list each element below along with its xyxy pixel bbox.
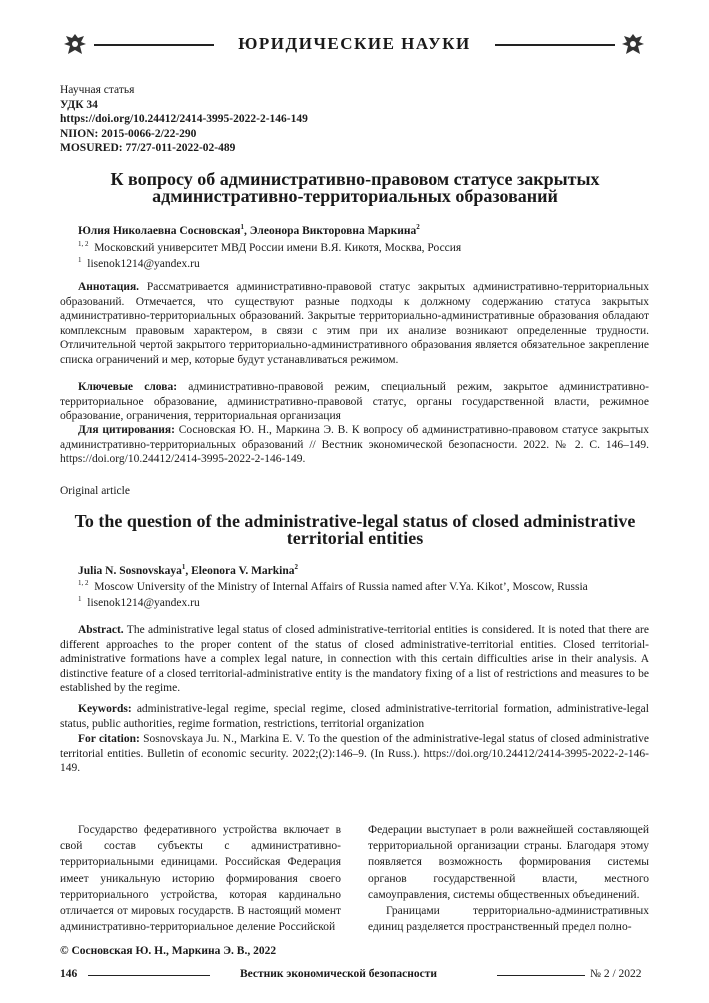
footer-rule-left — [88, 975, 210, 976]
author1-sup: 1 — [240, 223, 245, 231]
email-link[interactable]: lisenok1214@yandex.ru — [87, 257, 200, 270]
email-sup-en: 1 — [78, 595, 82, 603]
mosured: MOSURED: 77/27-011-2022-02-489 — [60, 142, 236, 155]
author2-sup-en: 2 — [294, 563, 299, 571]
footer-rule-right — [497, 975, 585, 976]
affiliation-text-en: Moscow University of the Ministry of Internal Affairs of Russia named after V.Ya. Kikot’, Moscow, Russia — [94, 580, 588, 593]
authors-ru — [78, 223, 420, 237]
abstract-label: Аннотация. — [78, 281, 140, 293]
affiliation-sup: 1, 2 — [78, 240, 89, 248]
article-title-en: To the question of the administrative-legal status of closed administrative territorial entities — [74, 511, 636, 548]
original-article-label: Original article — [60, 485, 130, 497]
article-meta — [60, 83, 308, 156]
journal-section-title: ЮРИДИЧЕСКИЕ НАУКИ — [238, 34, 471, 53]
author2-name: Элеонора Викторовна Маркина — [249, 224, 417, 237]
keywords-text-en: administrative-legal regime, special regime, closed administrative-territorial formation, administrative-legal status, public authorities, regime formation, restrictions, territorial organization — [60, 703, 649, 730]
author1-sup-en: 1 — [181, 563, 186, 571]
article-type: Научная статья — [60, 84, 135, 96]
article-title-ru: К вопросу об административно-правовом статусе закрытых административно-территориальных образований — [110, 169, 600, 206]
body-paragraph: Государство федеративного устройства включает в свой состав субъекты с административно-территориальными единицами. Российская Федерация имеет уникальную историю формирования своего территориального устройства, которая кардинально отличается от мировых государств. В настоящий момент административно-территориальное деление Российской — [60, 824, 341, 934]
body-paragraph: Федерации выступает в роли важнейшей составляющей территориальной организации страны. Благодаря этому появляется возможность формирования системы органов государственной власти, местного самоуправления, системы общественных объединений. — [368, 824, 649, 901]
eagle-emblem-right-icon — [620, 32, 646, 60]
affiliation-sup-en: 1, 2 — [78, 579, 89, 587]
email-ru — [78, 256, 200, 270]
citation-text-en: Sosnovskaya Ju. N., Markina E. V. To the question of the administrative-legal status of closed administrative territorial entities. Bulletin of economic security. 2022;(2):146–9. (In Russ.). https://doi.org/10.24412/2414-3995-2022-2-146-149. — [60, 733, 649, 774]
abstract-en — [60, 623, 649, 696]
body-paragraph: Границами территориально-административных единиц разделяется пространственный предел полно- — [368, 905, 649, 934]
keywords-en — [60, 702, 649, 731]
footer-issue: № 2 / 2022 — [590, 968, 642, 980]
niion: NIION: 2015-0066-2/22-290 — [60, 127, 197, 140]
keywords-text: административно-правовой режим, специальный режим, закрытое административно-территориальное образование, административно-правовой статус, органы государственной власти, режимное образование, ограничения, территориальная организация — [60, 381, 649, 422]
author1-name: Юлия Николаевна Сосновская — [78, 224, 241, 237]
citation-text: Сосновская Ю. Н., Маркина Э. В. К вопросу об административно-правовом статусе закрытых административно-территориальных образований // Вестник экономической безопасности. 2022. № 2. С. 146–149. https://doi.org/10.24412/2414-3995-2022-2-146-149. — [60, 424, 649, 465]
author2-sup: 2 — [416, 223, 420, 231]
citation-ru — [60, 423, 649, 467]
keywords-label: Ключевые слова: — [78, 381, 178, 393]
footer-journal-name: Вестник экономической безопасности — [240, 968, 438, 980]
copyright: © Сосновская Ю. Н., Маркина Э. В., 2022 — [60, 945, 277, 957]
citation-label-en: For citation: — [78, 733, 140, 745]
keywords-label-en: Keywords: — [78, 703, 132, 715]
email-link-en[interactable]: lisenok1214@yandex.ru — [87, 596, 200, 609]
abstract-label-en: Abstract. — [78, 624, 124, 636]
abstract-text: Рассматривается административно-правовой статус закрытых административно-территориальных образований. Отмечается, что существуют разные подходы к должному содержанию статуса закрытых административно-территориальных образований. Закрытые территориально-административные образования обладают комплексным правовым характером, в связи с этим при их анализе возникают определенные трудности. Отличительной чертой закрытого территориально-административного образования является обязательное закрепление списка ограничений и мер, которые будут устанавливаться режимом. — [60, 281, 649, 366]
email-sup: 1 — [78, 256, 82, 264]
keywords-ru — [60, 380, 649, 424]
author1-name-en: Julia N. Sosnovskaya — [78, 564, 182, 577]
page-number: 146 — [60, 968, 78, 980]
doi-link[interactable]: https://doi.org/10.24412/2414-3995-2022-2-146-149 — [60, 113, 308, 126]
citation-en — [60, 732, 649, 776]
abstract-ru — [60, 280, 649, 367]
abstract-text-en: The administrative legal status of closed administrative-territorial entities is considered. It is noted that there are different approaches to the proper content of the status of closed administrative-territorial entities. Closed territorial-administrative formations have a complex legal nature, in connection with this certain difficulties arise in their analysis. A distinctive feature of a closed territorial-administrative entity is the mandatory fixing of a list of restrictions and measures to be established by the regime. — [60, 624, 649, 694]
author-separator-en: , — [185, 564, 192, 577]
authors-en — [78, 563, 298, 577]
header-rule-right — [495, 44, 615, 46]
affiliation-ru — [78, 240, 461, 254]
email-en — [78, 595, 200, 609]
body-left-column — [60, 822, 341, 935]
body-right-column — [368, 822, 649, 935]
citation-label: Для цитирования: — [78, 424, 175, 436]
udk: УДК 34 — [60, 98, 98, 111]
author2-name-en: Eleonora V. Markina — [191, 564, 295, 577]
affiliation-text: Московский университет МВД России имени В.Я. Кикотя, Москва, Россия — [94, 241, 462, 254]
author-separator: , — [244, 224, 250, 237]
affiliation-en — [78, 579, 588, 593]
